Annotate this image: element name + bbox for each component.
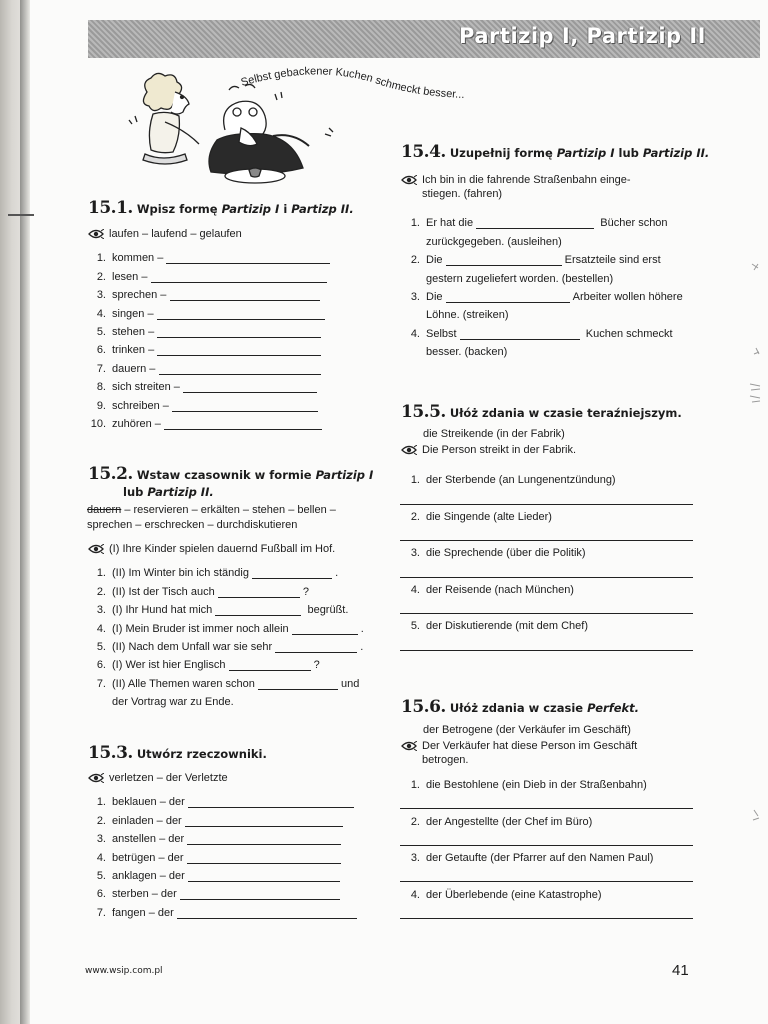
answer-blank[interactable]: [157, 343, 321, 356]
answer-blank[interactable]: [292, 622, 358, 635]
answer-blank[interactable]: [476, 216, 594, 229]
eye-icon: [401, 741, 417, 751]
eye-icon: [401, 445, 417, 455]
eye-icon: [88, 229, 104, 239]
margin-tick: [8, 214, 34, 216]
section-15-6: [401, 697, 721, 717]
answer-blank[interactable]: [157, 307, 325, 320]
list-item: 10. zuhören –: [86, 412, 346, 430]
cartoon-caption-text: Selbst gebackener Kuchen schmeckt besser...: [239, 65, 465, 101]
list-item: 2. der Angestellte (der Chef im Büro): [410, 816, 593, 828]
answer-line[interactable]: [400, 881, 693, 882]
example-15-5: [401, 443, 576, 457]
word-bank: [87, 503, 383, 533]
answer-line[interactable]: [400, 577, 693, 578]
section-15-2: [88, 464, 388, 499]
section-number: 15.5.: [401, 402, 446, 422]
answer-blank[interactable]: [460, 327, 580, 340]
example-text: laufen – laufend – gelaufen: [109, 228, 242, 240]
answer-blank[interactable]: [252, 566, 332, 579]
list-item: 2. die Singende (alte Lieder): [410, 511, 552, 523]
list-15-3: [86, 790, 386, 919]
list-item: 8. sich streiten –: [86, 375, 346, 393]
answer-blank[interactable]: [188, 869, 340, 882]
answer-blank[interactable]: [229, 658, 311, 671]
publisher-url: www.wsip.com.pl: [85, 966, 163, 976]
list-item: 5. stehen –: [86, 320, 346, 338]
list-item: 1. kommen –: [86, 246, 346, 264]
answer-line[interactable]: [400, 845, 693, 846]
list-item: 2. Die Ersatzteile sind erst: [410, 254, 661, 267]
example-text: Der Verkäufer hat diese Person im Geschäft: [422, 740, 638, 752]
answer-blank[interactable]: [446, 253, 562, 266]
scan-marks: [748, 250, 764, 850]
section-15-4: [401, 142, 721, 162]
list-item: der Vortrag war zu Ende.: [112, 696, 234, 709]
word-bank-rest: – reservieren – erkälten – stehen – bellen – sprechen – erschrecken – durchdiskutieren: [87, 504, 336, 531]
list-item: 7. (II) Alle Themen waren schon und: [96, 677, 360, 690]
eye-icon: [401, 175, 417, 185]
answer-blank[interactable]: [166, 251, 330, 264]
list-item: zurückgegeben. (ausleihen): [426, 235, 562, 248]
answer-blank[interactable]: [180, 887, 340, 900]
list-item: 7. fangen – der: [86, 900, 386, 918]
example-15-1: [88, 227, 242, 241]
list-item: 4. der Überlebende (eine Katastrophe): [410, 889, 602, 901]
list-item: besser. (backen): [426, 346, 508, 359]
answer-blank[interactable]: [183, 380, 317, 393]
answer-blank[interactable]: [215, 603, 301, 616]
answer-blank[interactable]: [177, 906, 357, 919]
list-item: gestern zugeliefert worden. (bestellen): [426, 272, 614, 285]
list-item: 3. die Sprechende (über die Politik): [410, 547, 586, 559]
section-number: 15.2.: [88, 464, 133, 484]
list-item: 6. sterben – der: [86, 882, 386, 900]
example-text: verletzen – der Verletzte: [109, 772, 228, 784]
example-15-6: [401, 739, 637, 767]
list-item: 3. der Getaufte (der Pfarrer auf den Namen Paul): [410, 852, 654, 864]
answer-blank[interactable]: [159, 362, 321, 375]
section-title: Wpisz formę Partizip I i Partizp II.: [136, 202, 354, 216]
eye-icon: [88, 773, 104, 783]
answer-line[interactable]: [400, 504, 693, 505]
list-item: 5. der Diskutierende (mit dem Chef): [410, 620, 589, 632]
list-15-2: [86, 561, 386, 708]
list-item: 3. anstellen – der: [86, 827, 386, 845]
answer-line[interactable]: [400, 650, 693, 651]
list-item: 4. Selbst Kuchen schmeckt: [410, 327, 673, 340]
answer-blank[interactable]: [151, 270, 327, 283]
list-15-1: [86, 246, 346, 430]
section-title: Ułóż zdania w czasie Perfekt.: [449, 701, 640, 715]
example-text: Die Person streikt in der Fabrik.: [422, 444, 577, 456]
page-gutter: [0, 0, 30, 1024]
list-item: 4. betrügen – der: [86, 845, 386, 863]
section-title-cont: lub Partizip II.: [123, 485, 214, 499]
list-item: 3. (I) Ihr Hund hat mich begrüßt.: [96, 604, 349, 617]
answer-blank[interactable]: [446, 290, 570, 303]
list-item: 5. (II) Nach dem Unfall war sie sehr .: [96, 640, 364, 653]
answer-line[interactable]: [400, 808, 693, 809]
answer-blank[interactable]: [170, 288, 320, 301]
example-15-6-prompt: der Betrogene (der Verkäufer im Geschäft): [423, 724, 631, 736]
cartoon-illustration: [125, 70, 355, 190]
section-15-5: [401, 402, 721, 422]
section-title: Ułóż zdania w czasie teraźniejszym.: [449, 406, 682, 420]
answer-blank[interactable]: [187, 832, 341, 845]
example-15-5-prompt: die Streikende (in der Fabrik): [423, 428, 565, 440]
answer-line[interactable]: [400, 613, 693, 614]
example-15-2: [88, 542, 335, 556]
section-15-1: [88, 198, 388, 218]
answer-blank[interactable]: [275, 640, 357, 653]
list-item: 3. sprechen –: [86, 283, 346, 301]
list-item: 2. lesen –: [86, 264, 346, 282]
example-text: (I) Ihre Kinder spielen dauernd Fußball im Hof.: [109, 543, 336, 555]
answer-line[interactable]: [400, 918, 693, 919]
list-15-4: [400, 211, 720, 358]
list-item: 2. (II) Ist der Tisch auch ?: [96, 585, 309, 598]
page-title: Partizip I, Partizip II: [459, 24, 706, 48]
section-title: Wstaw czasownik w formie Partizip I: [136, 468, 374, 482]
list-item: Löhne. (streiken): [426, 309, 509, 322]
list-item: 1. beklauen – der: [86, 790, 386, 808]
list-item: 4. singen –: [86, 301, 346, 319]
example-text-cont: betrogen.: [422, 754, 469, 766]
section-number: 15.1.: [88, 198, 133, 218]
answer-blank[interactable]: [185, 814, 343, 827]
list-item: 6. (I) Wer ist hier Englisch ?: [96, 659, 320, 672]
answer-blank[interactable]: [172, 399, 318, 412]
section-title: Utwórz rzeczowniki.: [136, 747, 267, 761]
list-item: 9. schreiben –: [86, 393, 346, 411]
list-item: 1. (II) Im Winter bin ich ständig .: [96, 567, 339, 580]
list-item: 1. Er hat die Bücher schon: [410, 217, 668, 230]
list-item: 4. der Reisende (nach München): [410, 584, 574, 596]
list-item: 4. (I) Mein Bruder ist immer noch allein .: [96, 622, 364, 635]
list-item: 3. Die Arbeiter wollen höhere: [410, 290, 683, 303]
section-number: 15.4.: [401, 142, 446, 162]
answer-blank[interactable]: [164, 417, 322, 430]
page-number: 41: [672, 962, 689, 979]
answer-blank[interactable]: [218, 585, 300, 598]
list-item: 1. der Sterbende (an Lungenentzündung): [410, 474, 616, 486]
example-15-4: [401, 173, 701, 201]
word-struck: dauern: [87, 504, 122, 516]
section-number: 15.6.: [401, 697, 446, 717]
list-item: 5. anklagen – der: [86, 864, 386, 882]
answer-blank[interactable]: [188, 795, 354, 808]
section-title: Uzupełnij formę Partizip I lub Partizip II.: [449, 146, 710, 160]
section-15-3: [88, 743, 388, 763]
eye-icon: [88, 544, 104, 554]
section-number: 15.3.: [88, 743, 133, 763]
list-item: 6. trinken –: [86, 338, 346, 356]
example-text-cont: stiegen. (fahren): [422, 188, 503, 200]
list-item: 2. einladen – der: [86, 808, 386, 826]
answer-blank[interactable]: [187, 851, 341, 864]
example-text: Ich bin in die fahrende Straßenbahn einge-: [422, 174, 631, 186]
answer-blank[interactable]: [157, 325, 321, 338]
answer-line[interactable]: [400, 540, 693, 541]
list-item: 1. die Bestohlene (ein Dieb in der Straßenbahn): [410, 779, 647, 791]
example-15-3: [88, 771, 228, 785]
list-item: 7. dauern –: [86, 356, 346, 374]
answer-blank[interactable]: [258, 677, 338, 690]
